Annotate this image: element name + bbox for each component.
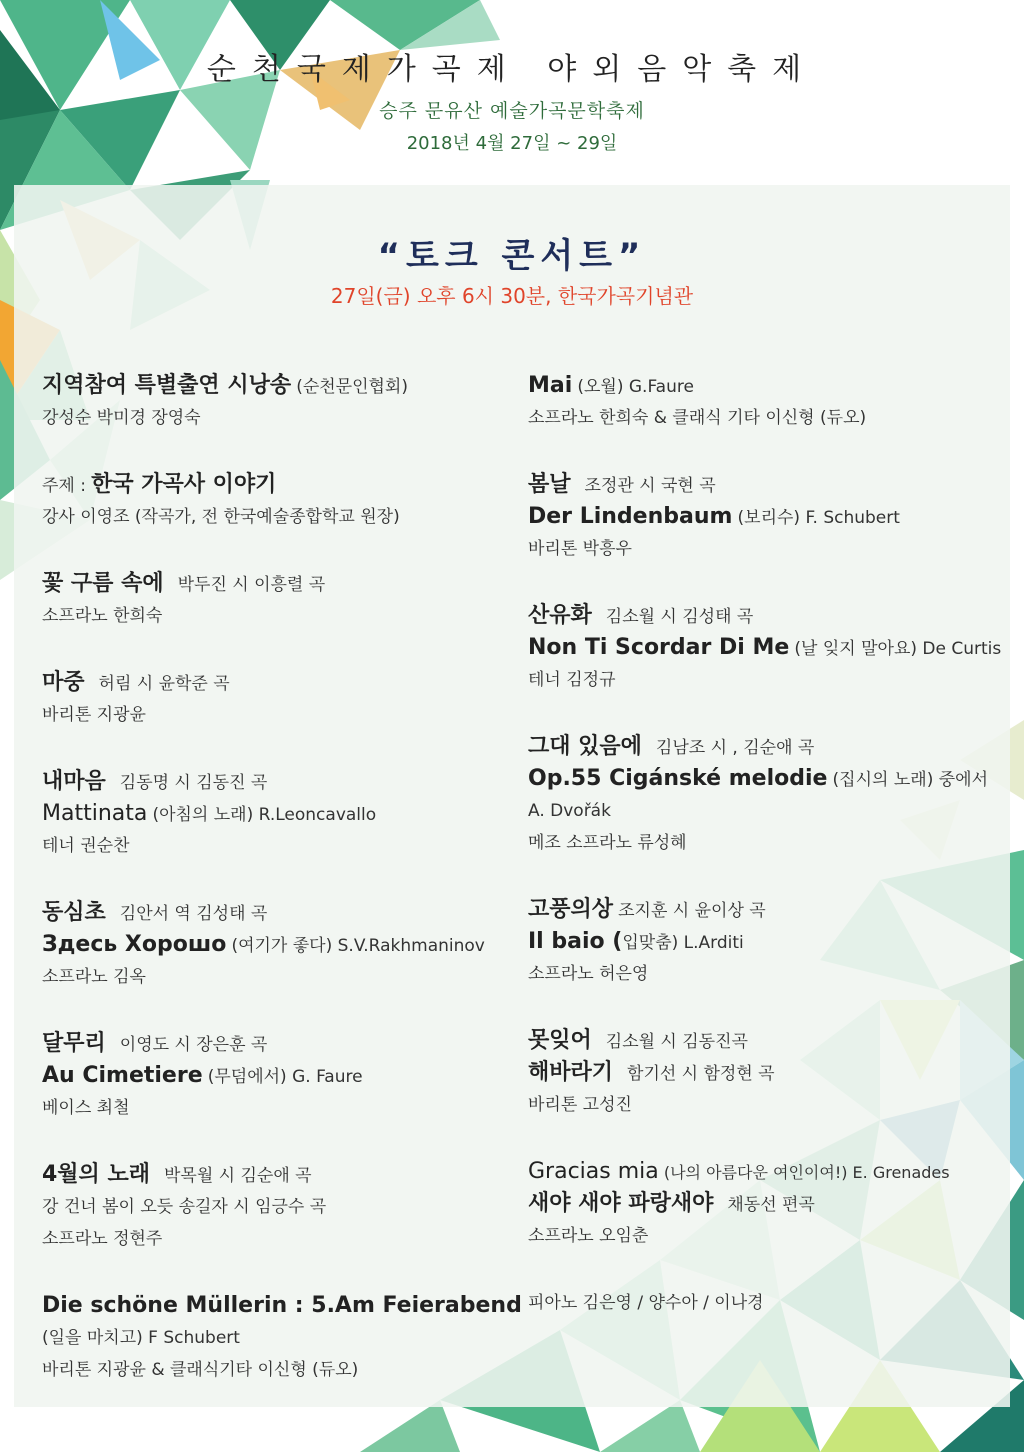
program-item bbox=[528, 469, 998, 565]
item-credits: (일을 마치고) F Schubert bbox=[42, 1328, 240, 1348]
item-title: 꽃 구름 속에 bbox=[42, 571, 164, 596]
item-composer: A. Dvořák bbox=[528, 801, 611, 821]
item-credits: (오월) G.Faure bbox=[577, 377, 694, 397]
program-item bbox=[42, 1159, 512, 1255]
item-credits: 김소월 시 김동진곡 bbox=[605, 1032, 748, 1052]
program-item bbox=[528, 1156, 998, 1252]
item-credits: 김남조 시 , 김순애 곡 bbox=[655, 738, 815, 758]
item-note: (순천문인협회) bbox=[296, 377, 408, 397]
item-credits: 허림 시 윤학준 곡 bbox=[98, 674, 230, 694]
item-credits-2: 함기선 시 함정현 곡 bbox=[627, 1064, 775, 1084]
program-item bbox=[528, 1287, 998, 1319]
program-left-column bbox=[42, 370, 522, 1421]
festival-dates: 2018년 4월 27일 ~ 29일 bbox=[406, 133, 618, 154]
program-item bbox=[528, 894, 998, 990]
item-credits: (나의 아름다운 여인이여!) E. Grenades bbox=[663, 1163, 950, 1182]
program-item bbox=[42, 370, 512, 434]
item-credits: 박목월 시 김순애 곡 bbox=[163, 1166, 312, 1186]
item-performers: 메조 소프라노 류성혜 bbox=[528, 833, 687, 853]
program-item bbox=[42, 897, 512, 993]
item-title: 봄날 bbox=[528, 472, 571, 497]
festival-title: 순천국제가곡제 야외음악축제 bbox=[206, 52, 818, 87]
festival-subtitle: 승주 문유산 예술가곡문학축제 bbox=[379, 100, 645, 122]
item-title: 그대 있음에 bbox=[528, 734, 642, 759]
program-item bbox=[528, 370, 998, 434]
item-performers: 테너 김정규 bbox=[528, 670, 616, 690]
item-title: 4월의 노래 bbox=[42, 1162, 150, 1187]
concert-title: “토크 콘서트” bbox=[377, 236, 647, 276]
program-item bbox=[42, 1028, 512, 1124]
item-title: Mai bbox=[528, 373, 573, 398]
program-item bbox=[42, 667, 512, 731]
item-performers: 테너 권순찬 bbox=[42, 836, 130, 856]
item-title-2: Здесь Хорошо bbox=[42, 932, 227, 957]
item-performers: 소프라노 한희숙 & 클래식 기타 이신형 (듀오) bbox=[528, 408, 867, 428]
item-performers: 바리톤 지광윤 & 클래식기타 이신형 (듀오) bbox=[42, 1360, 359, 1380]
item-credits: 조정관 시 국현 곡 bbox=[584, 476, 716, 496]
piano-accompanists: 피아노 김은영 / 양수아 / 이나경 bbox=[528, 1293, 764, 1313]
item-title: 못잊어 bbox=[528, 1028, 592, 1053]
program-item bbox=[528, 731, 998, 859]
program-item bbox=[528, 600, 1002, 696]
item-credits: 조지훈 시 윤이상 곡 bbox=[618, 901, 766, 921]
item-credits-2: (아침의 노래) R.Leoncavallo bbox=[152, 805, 377, 825]
item-performers: 바리톤 박흥우 bbox=[528, 539, 632, 559]
item-performers: 소프라노 오임춘 bbox=[528, 1226, 649, 1246]
item-title: 내마음 bbox=[42, 769, 106, 794]
item-title: 마중 bbox=[42, 670, 85, 695]
item-credits: 김안서 역 김성태 곡 bbox=[119, 904, 268, 924]
item-title: 동심초 bbox=[42, 900, 106, 925]
item-speaker: 강사 이영조 (작곡가, 전 한국예술종합학교 원장) bbox=[42, 507, 400, 527]
item-credits-2: 입맞춤) L.Arditi bbox=[622, 933, 744, 953]
item-performers: 바리톤 고성진 bbox=[528, 1095, 632, 1115]
item-performers: 소프라노 김옥 bbox=[42, 967, 146, 987]
item-title: 산유화 bbox=[528, 603, 592, 628]
program-item bbox=[42, 469, 512, 533]
item-credits: 박두진 시 이흥렬 곡 bbox=[177, 575, 326, 595]
item-title-2: Op.55 Cigánské melodie bbox=[528, 766, 828, 791]
item-performers: 바리톤 지광윤 bbox=[42, 705, 146, 725]
item-performers: 소프라노 한희숙 bbox=[42, 606, 163, 626]
item-title-2: Au Cimetiere bbox=[42, 1063, 203, 1088]
item-title: Gracias mia bbox=[528, 1159, 659, 1184]
program-right-column bbox=[528, 370, 1002, 1354]
item-title-2: Der Lindenbaum bbox=[528, 504, 733, 529]
item-title-2: 해바라기 bbox=[528, 1060, 614, 1085]
program-item bbox=[42, 1290, 522, 1386]
item-title: 한국 가곡사 이야기 bbox=[91, 472, 277, 497]
item-title-2: 강 건너 봄이 오듯 송길자 시 임긍수 곡 bbox=[42, 1197, 327, 1217]
item-credits-2: (무덤에서) G. Faure bbox=[207, 1067, 363, 1087]
item-performers: 베이스 최철 bbox=[42, 1098, 130, 1118]
item-title-2: Mattinata bbox=[42, 801, 148, 826]
item-performers: 소프라노 정현주 bbox=[42, 1229, 163, 1249]
item-title: 지역참여 특별출연 시낭송 bbox=[42, 373, 292, 398]
item-performers: 소프라노 허은영 bbox=[528, 964, 649, 984]
item-credits: 이영도 시 장은훈 곡 bbox=[119, 1035, 268, 1055]
item-title: 달무리 bbox=[42, 1031, 106, 1056]
program-item bbox=[528, 1025, 998, 1121]
item-title-2: Il baio ( bbox=[528, 929, 623, 954]
item-credits-2: (날 잊지 말아요) De Curtis bbox=[794, 639, 1002, 659]
item-credits-2: (집시의 노래) 중에서 bbox=[832, 770, 988, 790]
item-credits: 김동명 시 김동진 곡 bbox=[119, 773, 268, 793]
item-credits-2: (여기가 좋다) S.V.Rakhmaninov bbox=[231, 936, 485, 956]
program-item bbox=[42, 568, 512, 632]
item-prefix: 주제 : bbox=[42, 476, 86, 496]
item-credits-2: 채동선 편곡 bbox=[727, 1195, 815, 1215]
item-title-2: Non Ti Scordar Di Me bbox=[528, 635, 790, 660]
program-item bbox=[42, 766, 512, 862]
concert-time-venue: 27일(금) 오후 6시 30분, 한국가곡기념관 bbox=[330, 284, 694, 308]
item-title-2: 새야 새야 파랑새야 bbox=[528, 1191, 714, 1216]
item-credits: 김소월 시 김성태 곡 bbox=[605, 607, 754, 627]
item-title: Die schöne Müllerin : 5.Am Feierabend bbox=[42, 1293, 522, 1318]
item-credits-2: (보리수) F. Schubert bbox=[737, 508, 900, 528]
item-title: 고풍의상 bbox=[528, 897, 614, 922]
item-performers: 강성순 박미경 장영숙 bbox=[42, 408, 201, 428]
